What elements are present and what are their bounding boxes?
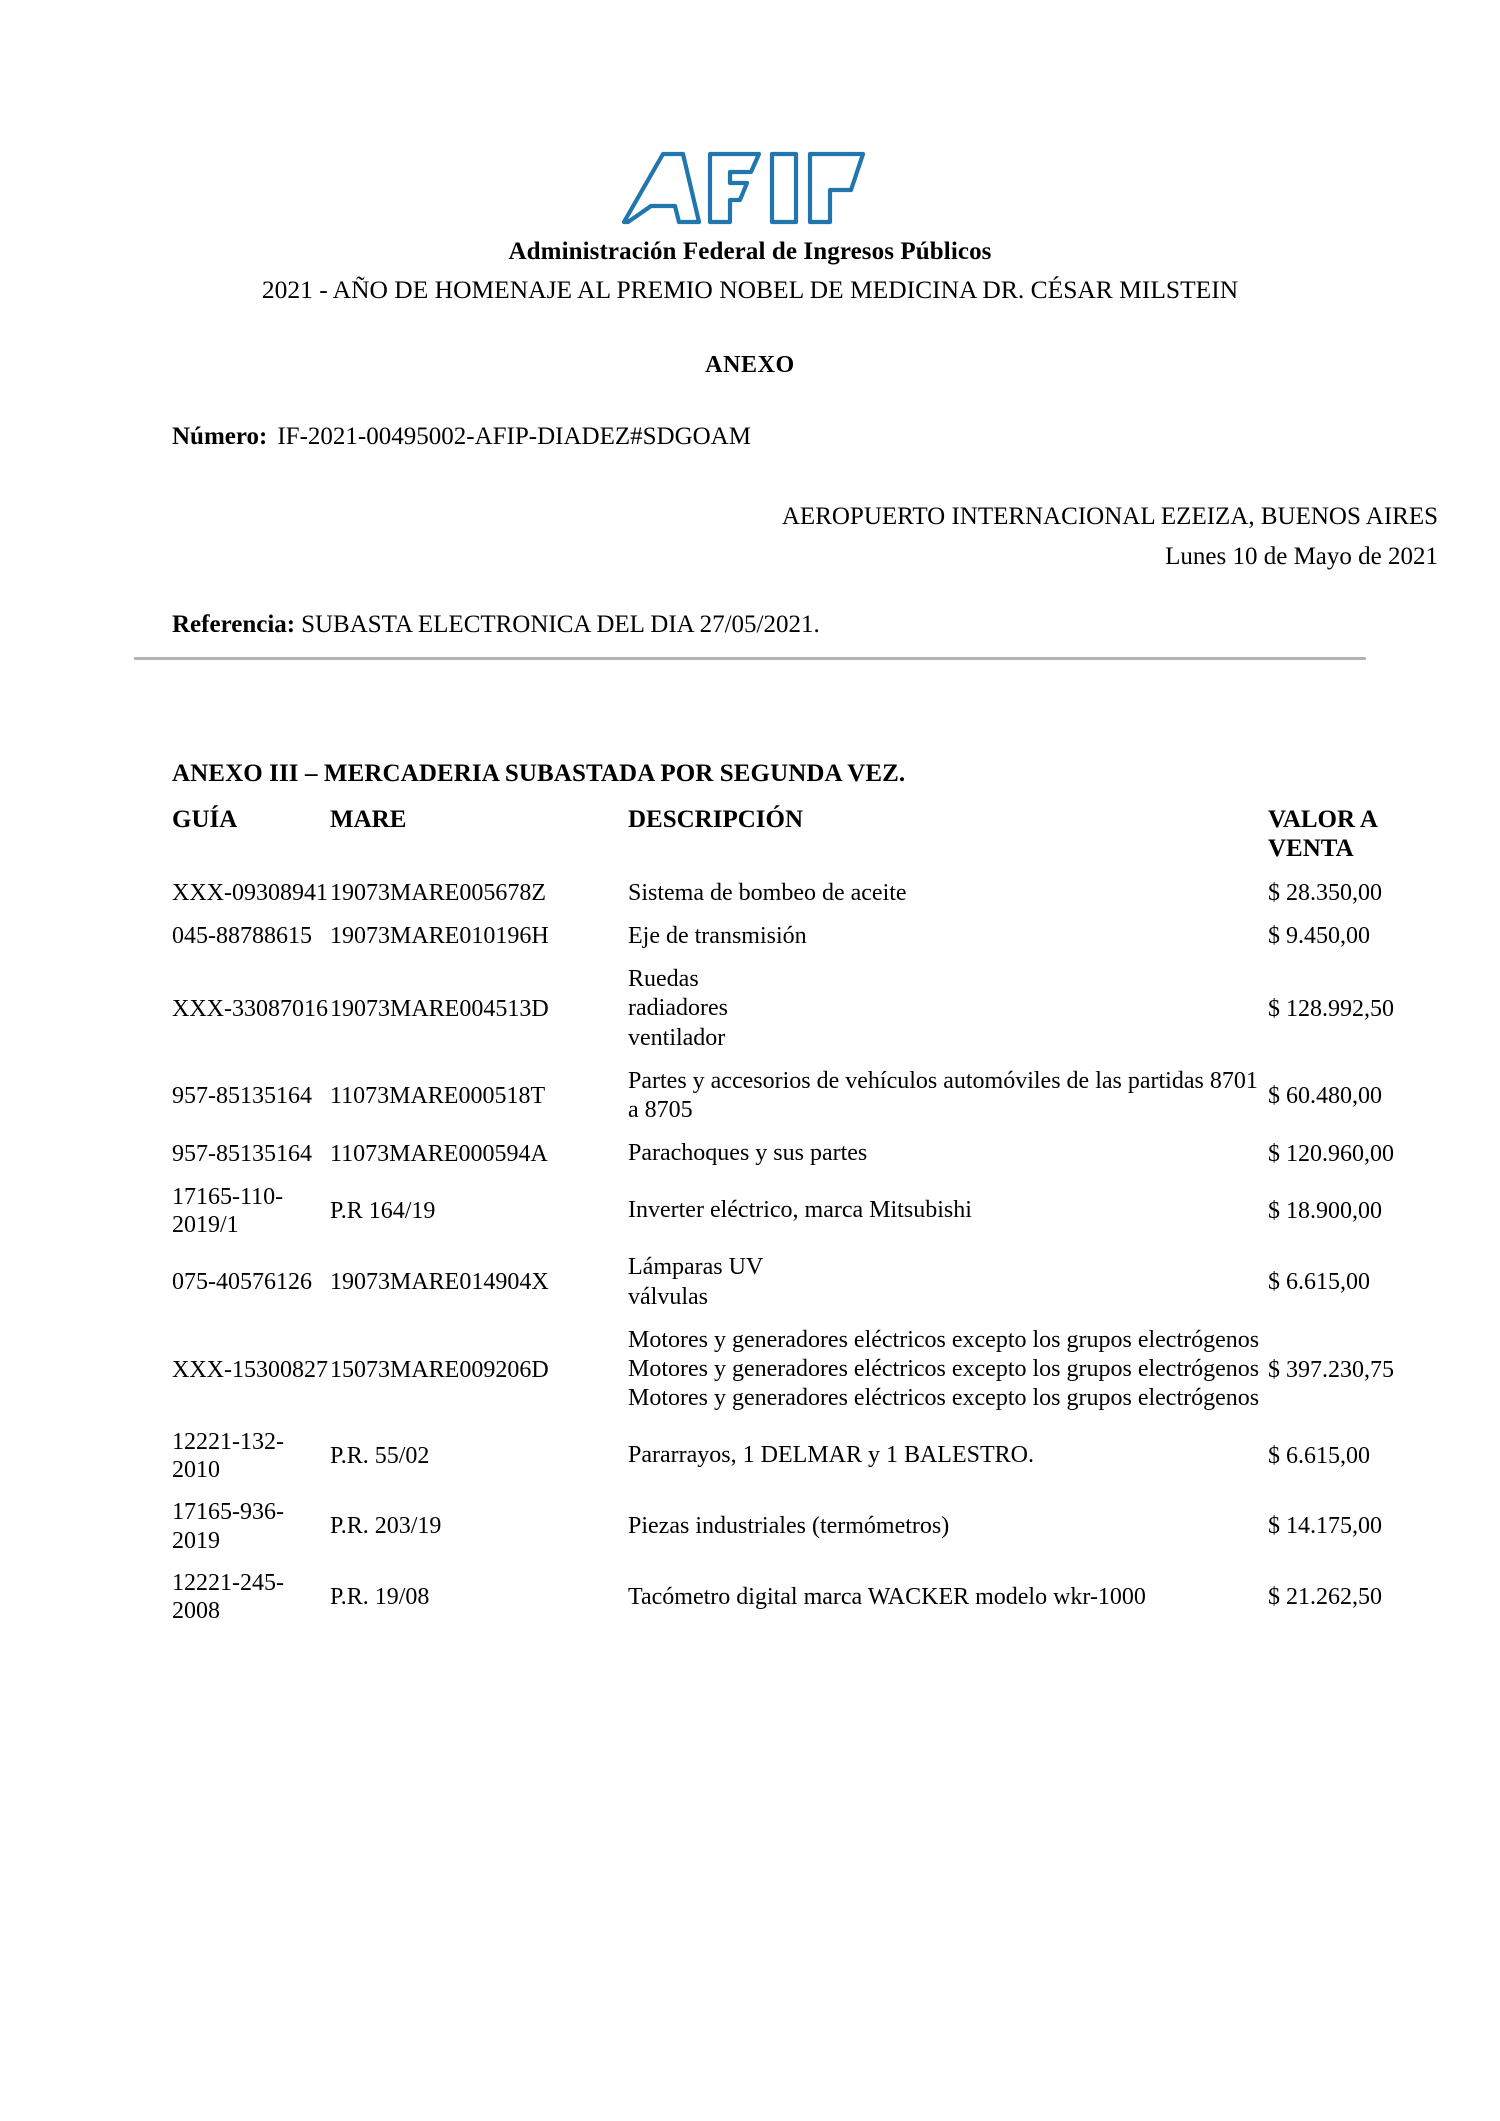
cell-mare: 15073MARE009206D <box>330 1356 549 1383</box>
table-row <box>172 1176 1438 1247</box>
numero-label: Número: <box>172 423 268 450</box>
cell-descripcion <box>628 1132 1268 1175</box>
table-row <box>172 1491 1438 1562</box>
descripcion-line: Eje de transmisión <box>628 922 807 949</box>
cell-valor: $ 9.450,00 <box>1268 923 1370 950</box>
descripcion-line: Motores y generadores eléctricos excepto los grupos electrógenos <box>628 1385 1260 1412</box>
cell-mare: 19073MARE010196H <box>330 923 549 950</box>
cell-valor: $ 28.350,00 <box>1268 879 1382 906</box>
table-body <box>172 872 1438 1633</box>
document-kind: ANEXO <box>705 352 795 378</box>
cell-guia: 17165-936-2019 <box>172 1499 284 1554</box>
cell-guia: XXX-33087016 <box>172 995 328 1022</box>
cell-guia: 17165-110-2019/1 <box>172 1183 284 1238</box>
annex-section <box>0 760 1500 1632</box>
table-row <box>172 1060 1438 1133</box>
organization-name: Administración Federal de Ingresos Públicos <box>508 238 992 265</box>
descripcion-line: radiadores <box>628 995 728 1022</box>
descripcion-line: Motores y generadores eléctricos excepto los grupos electrógenos <box>628 1326 1260 1353</box>
cell-descripcion <box>628 958 1268 1060</box>
descripcion-line: Piezas industriales (termómetros) <box>628 1512 950 1539</box>
cell-mare: P.R 164/19 <box>330 1197 436 1224</box>
header-divider <box>134 657 1366 660</box>
descripcion-line: ventilador <box>628 1024 726 1051</box>
cell-mare: P.R. 19/08 <box>330 1583 430 1610</box>
cell-mare: P.R. 55/02 <box>330 1442 430 1469</box>
descripcion-line: Parachoques y sus partes <box>628 1140 868 1167</box>
table-row <box>172 1246 1438 1319</box>
numero-value: IF-2021-00495002-AFIP-DIADEZ#SDGOAM <box>277 423 751 450</box>
descripcion-line: Motores y generadores eléctricos excepto los grupos electrógenos <box>628 1356 1260 1383</box>
descripcion-line: Inverter eléctrico, marca Mitsubishi <box>628 1197 972 1224</box>
table-row <box>172 1421 1438 1492</box>
cell-descripcion <box>628 1319 1268 1421</box>
cell-descripcion <box>628 1562 1268 1633</box>
cell-valor: $ 128.992,50 <box>1268 995 1394 1022</box>
place-line: AEROPUERTO INTERNACIONAL EZEIZA, BUENOS AIRES <box>781 503 1438 530</box>
cell-valor: $ 60.480,00 <box>1268 1082 1382 1109</box>
cell-guia: 957-85135164 <box>172 1082 312 1109</box>
cell-guia: 075-40576126 <box>172 1269 312 1296</box>
cell-guia: 12221-132-2010 <box>172 1428 284 1483</box>
descripcion-line: válvulas <box>628 1283 708 1310</box>
cell-guia: 957-85135164 <box>172 1140 312 1167</box>
cell-descripcion <box>628 872 1268 915</box>
descripcion-line: Tacómetro digital marca WACKER modelo wkr-1000 <box>628 1583 1146 1610</box>
table-head <box>172 806 1438 872</box>
cell-descripcion <box>628 1176 1268 1247</box>
year-slogan: 2021 - AÑO DE HOMENAJE AL PREMIO NOBEL DE MEDICINA DR. CÉSAR MILSTEIN <box>261 275 1239 304</box>
descripcion-line: Ruedas <box>628 966 699 993</box>
numero-line <box>0 423 1500 451</box>
cell-valor: $ 21.262,50 <box>1268 1583 1382 1610</box>
table-row <box>172 1132 1438 1175</box>
cell-descripcion <box>628 915 1268 958</box>
descripcion-line: Partes y accesorios de vehículos automóviles de las partidas 8701 a 8705 <box>628 1067 1258 1124</box>
cell-descripcion <box>628 1060 1268 1133</box>
afip-logo <box>0 0 1500 226</box>
referencia-line <box>0 611 1500 639</box>
table-row <box>172 958 1438 1060</box>
cell-mare: 19073MARE005678Z <box>330 879 546 906</box>
table-header-row <box>172 806 1438 872</box>
cell-valor: $ 18.900,00 <box>1268 1197 1382 1224</box>
cell-guia: 12221-245-2008 <box>172 1569 284 1625</box>
cell-guia: XXX-09308941 <box>172 879 328 906</box>
merchandise-table <box>172 806 1438 1632</box>
column-header-descripcion: DESCRIPCIÓN <box>628 806 804 833</box>
descripcion-line: Sistema de bombeo de aceite <box>628 879 907 906</box>
cell-valor: $ 6.615,00 <box>1268 1442 1370 1469</box>
cell-guia: 045-88788615 <box>172 923 312 950</box>
cell-mare: 11073MARE000518T <box>330 1082 546 1109</box>
cell-mare: 11073MARE000594A <box>330 1140 548 1167</box>
table-row <box>172 1562 1438 1633</box>
column-header-valor: VALOR A VENTA <box>1268 806 1377 862</box>
cell-guia: XXX-15300827 <box>172 1356 328 1383</box>
cell-valor: $ 120.960,00 <box>1268 1140 1394 1167</box>
column-header-guia: GUÍA <box>172 806 238 833</box>
cell-valor: $ 14.175,00 <box>1268 1513 1382 1540</box>
cell-mare: 19073MARE014904X <box>330 1269 549 1296</box>
cell-descripcion <box>628 1246 1268 1319</box>
cell-valor: $ 6.615,00 <box>1268 1269 1370 1296</box>
descripcion-line: Lámparas UV <box>628 1254 764 1281</box>
cell-descripcion <box>628 1491 1268 1562</box>
descripcion-line: Pararrayos, 1 DELMAR y 1 BALESTRO. <box>628 1442 1034 1469</box>
cell-descripcion <box>628 1421 1268 1492</box>
annex-title: ANEXO III – MERCADERIA SUBASTADA POR SEGUNDA VEZ. <box>172 760 906 787</box>
cell-valor: $ 397.230,75 <box>1268 1356 1394 1383</box>
table-row <box>172 1319 1438 1421</box>
table-row <box>172 872 1438 915</box>
cell-mare: P.R. 203/19 <box>330 1513 442 1540</box>
referencia-value: SUBASTA ELECTRONICA DEL DIA 27/05/2021. <box>301 611 820 638</box>
column-header-mare: MARE <box>330 806 407 833</box>
table-row <box>172 915 1438 958</box>
date-line: Lunes 10 de Mayo de 2021 <box>1165 543 1438 570</box>
cell-mare: 19073MARE004513D <box>330 995 549 1022</box>
referencia-label: Referencia: <box>172 611 296 638</box>
